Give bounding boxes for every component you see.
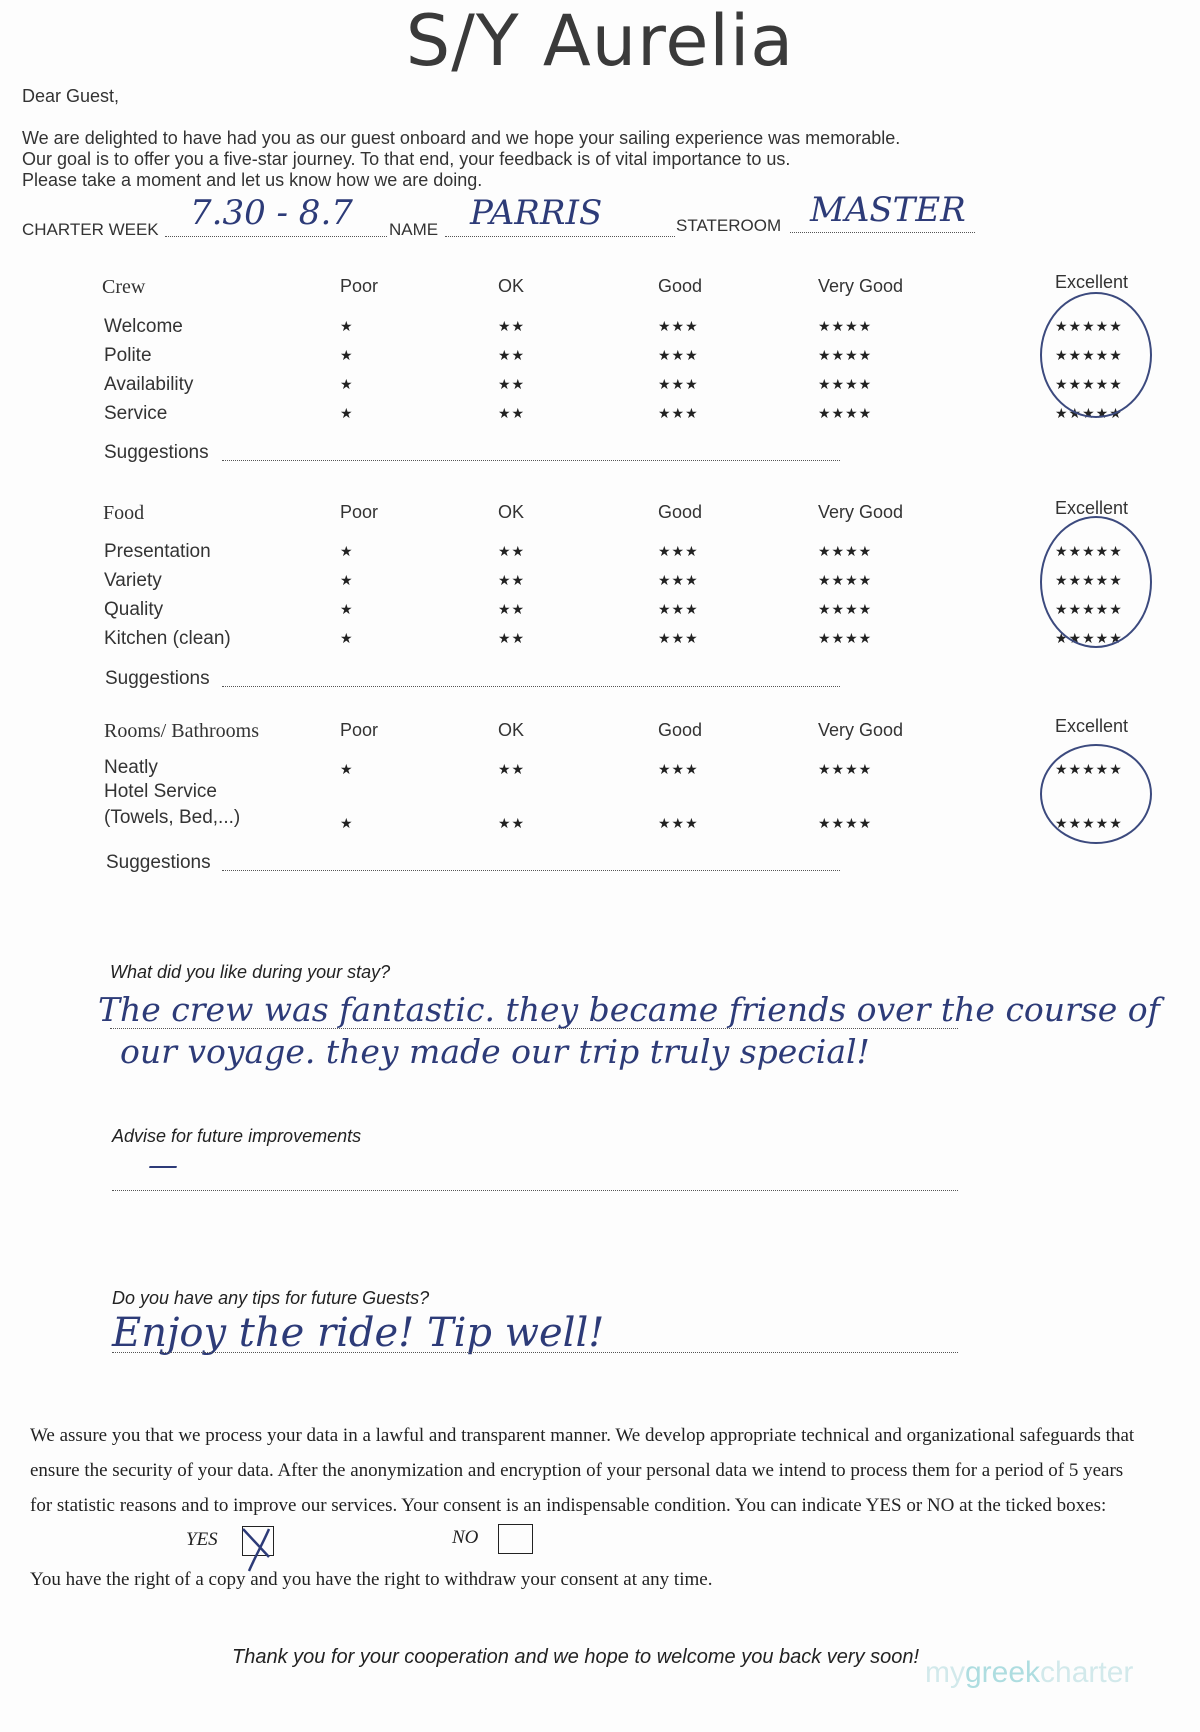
- suggestions-label: Suggestions: [106, 852, 211, 873]
- rating-item-label: (Towels, Bed,...): [104, 807, 241, 828]
- rating-item-label: Polite: [104, 345, 152, 366]
- rating-option-ok[interactable]: ★★: [498, 405, 526, 421]
- rating-option-poor[interactable]: ★: [340, 601, 354, 617]
- rating-option-good[interactable]: ★★★: [658, 630, 699, 646]
- intro-line-3: Please take a moment and let us know how we are doing.: [22, 170, 483, 190]
- rating-option-ok[interactable]: ★★: [498, 630, 526, 646]
- rating-option-very-good[interactable]: ★★★★: [818, 405, 873, 421]
- advise-question: Advise for future improvements: [112, 1126, 362, 1146]
- rating-option-good[interactable]: ★★★: [658, 347, 699, 363]
- selected-rating-circle: [1040, 292, 1152, 418]
- advise-line: [112, 1190, 958, 1191]
- liked-question: What did you like during your stay?: [110, 962, 391, 982]
- charter-week-line: [165, 236, 387, 237]
- column-header-excellent: Excellent: [1055, 498, 1129, 518]
- suggestions-line[interactable]: [222, 460, 840, 461]
- stateroom-value[interactable]: MASTER: [810, 190, 966, 230]
- tips-answer[interactable]: Enjoy the ride! Tip well!: [112, 1310, 605, 1356]
- rating-option-excellent[interactable]: ★★★★★: [1055, 815, 1123, 831]
- rating-option-ok[interactable]: ★★: [498, 572, 526, 588]
- rating-item-label: Variety: [104, 570, 162, 591]
- rating-option-good[interactable]: ★★★: [658, 405, 699, 421]
- column-header-very-good: Very Good: [818, 720, 904, 740]
- column-header-poor: Poor: [340, 720, 379, 740]
- liked-answer-line-1[interactable]: The crew was fantastic. they became friends over the course of: [98, 990, 1160, 1029]
- rating-option-good[interactable]: ★★★: [658, 761, 699, 777]
- rating-option-excellent[interactable]: ★★★★★: [1055, 347, 1123, 363]
- no-checkbox[interactable]: [498, 1524, 533, 1554]
- yes-checkbox[interactable]: [242, 1526, 274, 1556]
- rating-item-label: Service: [104, 403, 168, 424]
- rating-option-excellent[interactable]: ★★★★★: [1055, 543, 1123, 559]
- rating-option-good[interactable]: ★★★: [658, 543, 699, 559]
- consent-rights: You have the right of a copy and you have the right to withdraw your consent at any time.: [30, 1569, 713, 1590]
- rating-option-ok[interactable]: ★★: [498, 761, 526, 777]
- column-header-poor: Poor: [340, 502, 379, 522]
- rating-option-ok[interactable]: ★★: [498, 376, 526, 392]
- rating-option-ok[interactable]: ★★: [498, 815, 526, 831]
- selected-rating-circle: [1040, 744, 1152, 844]
- yes-label: YES: [186, 1529, 218, 1550]
- section-heading: Rooms/ Bathrooms: [104, 720, 260, 742]
- rating-item-label: Hotel Service: [104, 781, 217, 802]
- rating-option-good[interactable]: ★★★: [658, 815, 699, 831]
- column-header-good: Good: [658, 720, 703, 740]
- rating-item-label: Neatly: [104, 757, 158, 778]
- rating-option-very-good[interactable]: ★★★★: [818, 761, 873, 777]
- rating-option-ok[interactable]: ★★: [498, 543, 526, 559]
- suggestions-line[interactable]: [222, 686, 840, 687]
- rating-option-excellent[interactable]: ★★★★★: [1055, 761, 1123, 777]
- rating-item-label: Quality: [104, 599, 164, 620]
- rating-option-poor[interactable]: ★: [340, 347, 354, 363]
- rating-option-poor[interactable]: ★: [340, 543, 354, 559]
- rating-option-excellent[interactable]: ★★★★★: [1055, 572, 1123, 588]
- rating-option-very-good[interactable]: ★★★★: [818, 815, 873, 831]
- intro-line-1: We are delighted to have had you as our guest onboard and we hope your sailing experience was memorable.: [22, 128, 901, 148]
- rating-option-ok[interactable]: ★★: [498, 318, 526, 334]
- rating-option-very-good[interactable]: ★★★★: [818, 601, 873, 617]
- stateroom-line: [790, 232, 975, 233]
- rating-option-poor[interactable]: ★: [340, 318, 354, 334]
- rating-option-good[interactable]: ★★★: [658, 376, 699, 392]
- rating-option-very-good[interactable]: ★★★★: [818, 543, 873, 559]
- rating-option-very-good[interactable]: ★★★★: [818, 630, 873, 646]
- name-value[interactable]: PARRIS: [470, 193, 603, 233]
- stateroom-label: STATEROOM: [676, 216, 782, 235]
- no-label: NO: [452, 1527, 479, 1548]
- intro-line-2: Our goal is to offer you a five-star journey. To that end, your feedback is of vital importance to us.: [22, 149, 791, 169]
- column-header-very-good: Very Good: [818, 276, 904, 296]
- column-header-good: Good: [658, 502, 703, 522]
- rating-option-excellent[interactable]: ★★★★★: [1055, 376, 1123, 392]
- column-header-very-good: Very Good: [818, 502, 904, 522]
- consent-line-2: ensure the security of your data. After the anonymization and encryption of your personal data we intend to process them for a period of 5 years: [30, 1460, 1124, 1481]
- column-header-excellent: Excellent: [1055, 272, 1129, 292]
- rating-option-very-good[interactable]: ★★★★: [818, 572, 873, 588]
- rating-option-poor[interactable]: ★: [340, 572, 354, 588]
- consent-line-3: for statistic reasons and to improve our services. Your consent is an indispensable condition. You can indicate YES or NO at the ticked boxes:: [30, 1495, 1107, 1516]
- rating-option-ok[interactable]: ★★: [498, 601, 526, 617]
- rating-item-label: Kitchen (clean): [104, 628, 231, 649]
- column-header-ok: OK: [498, 502, 525, 522]
- rating-option-excellent[interactable]: ★★★★★: [1055, 601, 1123, 617]
- watermark-logo: mygreekcharter: [925, 1656, 1134, 1689]
- tips-line: [112, 1352, 958, 1353]
- closing-message: Thank you for your cooperation and we hope to welcome you back very soon!: [232, 1646, 920, 1668]
- rating-option-excellent[interactable]: ★★★★★: [1055, 318, 1123, 334]
- rating-option-poor[interactable]: ★: [340, 761, 354, 777]
- rating-option-poor[interactable]: ★: [340, 630, 354, 646]
- column-header-good: Good: [658, 276, 703, 296]
- consent-line-1: We assure you that we process your data in a lawful and transparent manner. We develop appropriate technical and organizational safeguards that: [30, 1425, 1135, 1446]
- suggestions-label: Suggestions: [104, 442, 209, 463]
- name-label: NAME: [389, 220, 439, 239]
- rating-item-label: Welcome: [104, 316, 183, 337]
- rating-option-very-good[interactable]: ★★★★: [818, 347, 873, 363]
- rating-option-poor[interactable]: ★: [340, 376, 354, 392]
- suggestions-label: Suggestions: [105, 668, 210, 689]
- rating-option-good[interactable]: ★★★: [658, 318, 699, 334]
- rating-option-excellent[interactable]: ★★★★★: [1055, 630, 1123, 646]
- rating-item-label: Presentation: [104, 541, 211, 562]
- rating-option-very-good[interactable]: ★★★★: [818, 376, 873, 392]
- liked-line: [110, 1028, 958, 1029]
- rating-option-good[interactable]: ★★★: [658, 572, 699, 588]
- greeting: Dear Guest,: [22, 86, 120, 106]
- rating-option-very-good[interactable]: ★★★★: [818, 318, 873, 334]
- selected-rating-circle: [1040, 516, 1152, 648]
- charter-week-label: CHARTER WEEK: [22, 220, 159, 239]
- document-title: S/Y Aurelia: [405, 0, 795, 82]
- rating-option-good[interactable]: ★★★: [658, 601, 699, 617]
- column-header-ok: OK: [498, 720, 525, 740]
- check-mark-icon: [239, 1523, 279, 1567]
- advise-answer[interactable]: —: [148, 1148, 178, 1183]
- tips-question: Do you have any tips for future Guests?: [112, 1288, 430, 1308]
- rating-option-excellent[interactable]: ★★★★★: [1055, 405, 1123, 421]
- rating-option-poor[interactable]: ★: [340, 405, 354, 421]
- liked-answer-line-2[interactable]: our voyage. they made our trip truly special!: [120, 1032, 870, 1071]
- rating-item-label: Availability: [104, 374, 194, 395]
- name-line: [445, 236, 675, 237]
- column-header-excellent: Excellent: [1055, 716, 1129, 736]
- suggestions-line[interactable]: [222, 870, 840, 871]
- charter-week-value[interactable]: 7.30 - 8.7: [190, 193, 353, 233]
- column-header-poor: Poor: [340, 276, 379, 296]
- section-heading: Food: [103, 502, 145, 524]
- section-heading: Crew: [102, 276, 146, 298]
- column-header-ok: OK: [498, 276, 525, 296]
- rating-option-ok[interactable]: ★★: [498, 347, 526, 363]
- rating-option-poor[interactable]: ★: [340, 815, 354, 831]
